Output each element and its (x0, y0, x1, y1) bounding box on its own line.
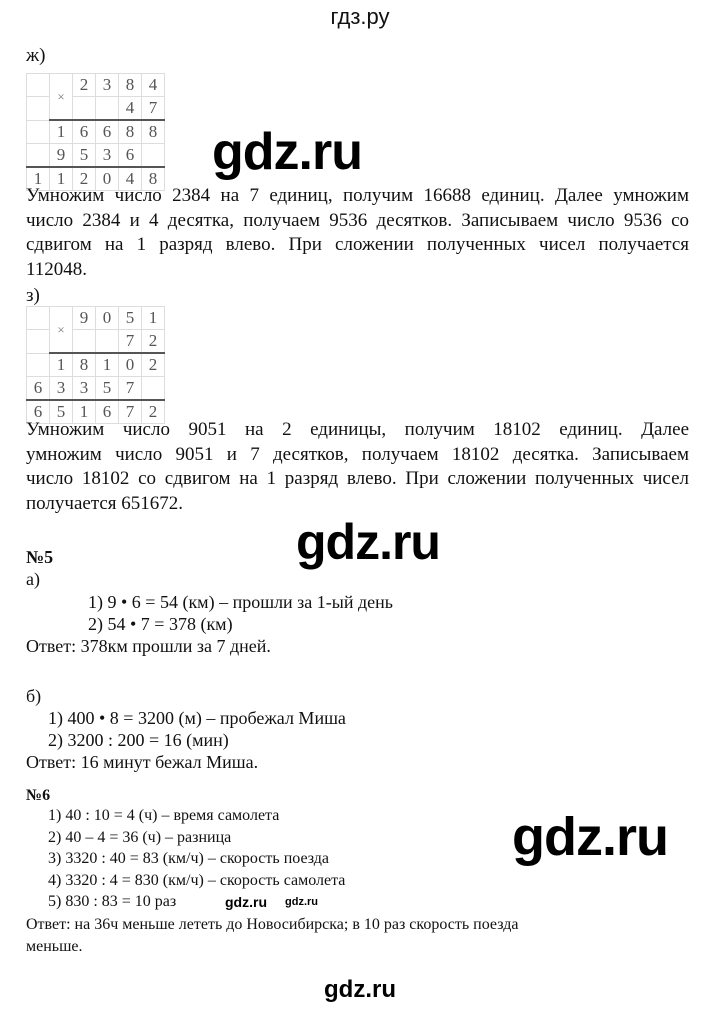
text-line: умножим число 9051 и 7 десятков, получаем 18102 десятка. Записываем (26, 443, 689, 465)
line: 3) 3320 : 40 = 83 (км/ч) – скорость поезда (48, 850, 330, 867)
line: Ответ: на 36ч меньше лететь до Новосибирска; в 10 раз скорость поезда (26, 916, 519, 933)
digit-cell: 6 (96, 400, 119, 424)
digit-cell (27, 307, 50, 330)
task-5b-label: б) (26, 686, 42, 706)
line: 4) 3320 : 4 = 830 (км/ч) – скорость самолета (48, 871, 346, 889)
digit-cell: 7 (119, 400, 142, 424)
text-line: число 2384 и 4 десятка, получаем 9536 десятков. Записываем число 9536 со (26, 209, 689, 231)
digit-cell: 3 (50, 377, 73, 401)
digit-cell: 6 (27, 400, 50, 424)
digit-cell: 6 (119, 144, 142, 168)
answer: Ответ: 378км прошли за 7 дней. (26, 636, 271, 656)
task-5-title: №5 (26, 547, 54, 567)
line: 2) 3200 : 200 = 16 (мин) (48, 730, 229, 750)
digit-cell: 2 (73, 74, 96, 97)
digit-cell: 4 (142, 74, 165, 97)
digit-cell: 1 (142, 307, 165, 330)
digit-cell: 7 (142, 97, 165, 121)
digit-cell: 8 (73, 353, 96, 377)
table-row (27, 377, 165, 401)
digit-cell (142, 144, 165, 168)
digit-cell (27, 330, 50, 354)
digit-cell: 1 (50, 167, 73, 191)
explanation-z (26, 418, 689, 516)
text-line: получается 651672. (26, 492, 184, 514)
digit-cell: 3 (73, 377, 96, 401)
watermark: gdz.ru (296, 514, 440, 570)
table-row (27, 97, 165, 121)
label-z: з) (26, 285, 40, 306)
task-6-title: №6 (26, 787, 51, 804)
label-zh: ж) (26, 45, 46, 66)
line: 5) 830 : 83 = 10 раз (48, 893, 177, 910)
digit-cell: 9 (50, 144, 73, 168)
digit-cell: 2 (142, 330, 165, 354)
table-row (27, 120, 165, 144)
digit-cell: 8 (119, 120, 142, 144)
text-line: Умножим число 9051 на 2 единицы, получим 18102 единиц. Далее (26, 419, 689, 440)
table-row (27, 144, 165, 168)
digit-cell: 6 (73, 120, 96, 144)
digit-cell: 3 (96, 74, 119, 97)
digit-cell: 2 (73, 167, 96, 191)
text-line: Умножим число 2384 на 7 единиц, получим 16688 единиц. Далее умножим (26, 185, 689, 206)
line: 2) 54 • 7 = 378 (км) (88, 614, 233, 634)
line: 1) 40 : 10 = 4 (ч) – время самолета (48, 807, 280, 824)
text-line: число 18102 со сдвигом на 1 разряд влево. При сложении полученных чисел (26, 468, 689, 489)
digit-cell (73, 97, 96, 121)
digit-cell (27, 120, 50, 144)
digit-cell: 2 (142, 400, 165, 424)
digit-cell: 7 (119, 330, 142, 354)
digit-cell (27, 144, 50, 168)
digit-cell: × (50, 307, 73, 354)
line: 1) 400 • 8 = 3200 (м) – пробежал Миша (48, 708, 346, 728)
task-6-answer (26, 914, 518, 958)
digit-cell: 1 (27, 167, 50, 191)
digit-cell (27, 74, 50, 97)
site-header: гдз.ру (330, 4, 390, 29)
digit-cell: 8 (142, 120, 165, 144)
digit-cell: 1 (50, 120, 73, 144)
digit-cell: 7 (119, 377, 142, 401)
digit-cell: 9 (73, 307, 96, 330)
answer: Ответ: 16 минут бежал Миша. (26, 752, 259, 772)
digit-cell: 1 (96, 353, 119, 377)
digit-cell: 5 (96, 377, 119, 401)
digit-cell: 0 (96, 167, 119, 191)
multiplication-table-zh (26, 73, 165, 191)
digit-cell (142, 377, 165, 401)
watermark: gdz.ru (512, 807, 668, 867)
digit-cell: 0 (119, 353, 142, 377)
digit-cell: 2 (142, 353, 165, 377)
text-line: сдвигом на 1 разряд влево. При сложении полученных чисел получается (26, 234, 689, 255)
digit-cell: 5 (73, 144, 96, 168)
watermark: gdz.ru (285, 896, 318, 908)
watermark: gdz.ru (212, 123, 362, 181)
line: 2) 40 – 4 = 36 (ч) – разница (48, 828, 232, 846)
task-5a-label: а) (26, 569, 40, 589)
digit-cell (27, 97, 50, 121)
digit-cell: 0 (96, 307, 119, 330)
multiplication-table-z (26, 306, 165, 424)
digit-cell: 3 (96, 144, 119, 168)
digit-cell: 1 (50, 353, 73, 377)
digit-cell: 4 (119, 167, 142, 191)
digit-cell: 1 (73, 400, 96, 424)
digit-cell (27, 353, 50, 377)
digit-cell: 6 (96, 120, 119, 144)
digit-cell (96, 97, 119, 121)
digit-cell (73, 330, 96, 354)
digit-cell: 6 (27, 377, 50, 401)
table-row (27, 330, 165, 354)
digit-cell: 8 (119, 74, 142, 97)
digit-cell: × (50, 74, 73, 121)
line: меньше. (26, 938, 83, 955)
table-row (27, 74, 165, 97)
line: 1) 9 • 6 = 54 (км) – прошли за 1-ый день (88, 592, 393, 612)
digit-cell: 5 (119, 307, 142, 330)
digit-cell: 5 (50, 400, 73, 424)
watermark: gdz.ru (225, 894, 267, 910)
explanation-zh (26, 184, 689, 282)
table-row (27, 307, 165, 330)
digit-cell (96, 330, 119, 354)
digit-cell: 8 (142, 167, 165, 191)
table-row (27, 353, 165, 377)
footer-watermark: gdz.ru (324, 976, 396, 1003)
text-line: 112048. (26, 258, 88, 280)
digit-cell: 4 (119, 97, 142, 121)
